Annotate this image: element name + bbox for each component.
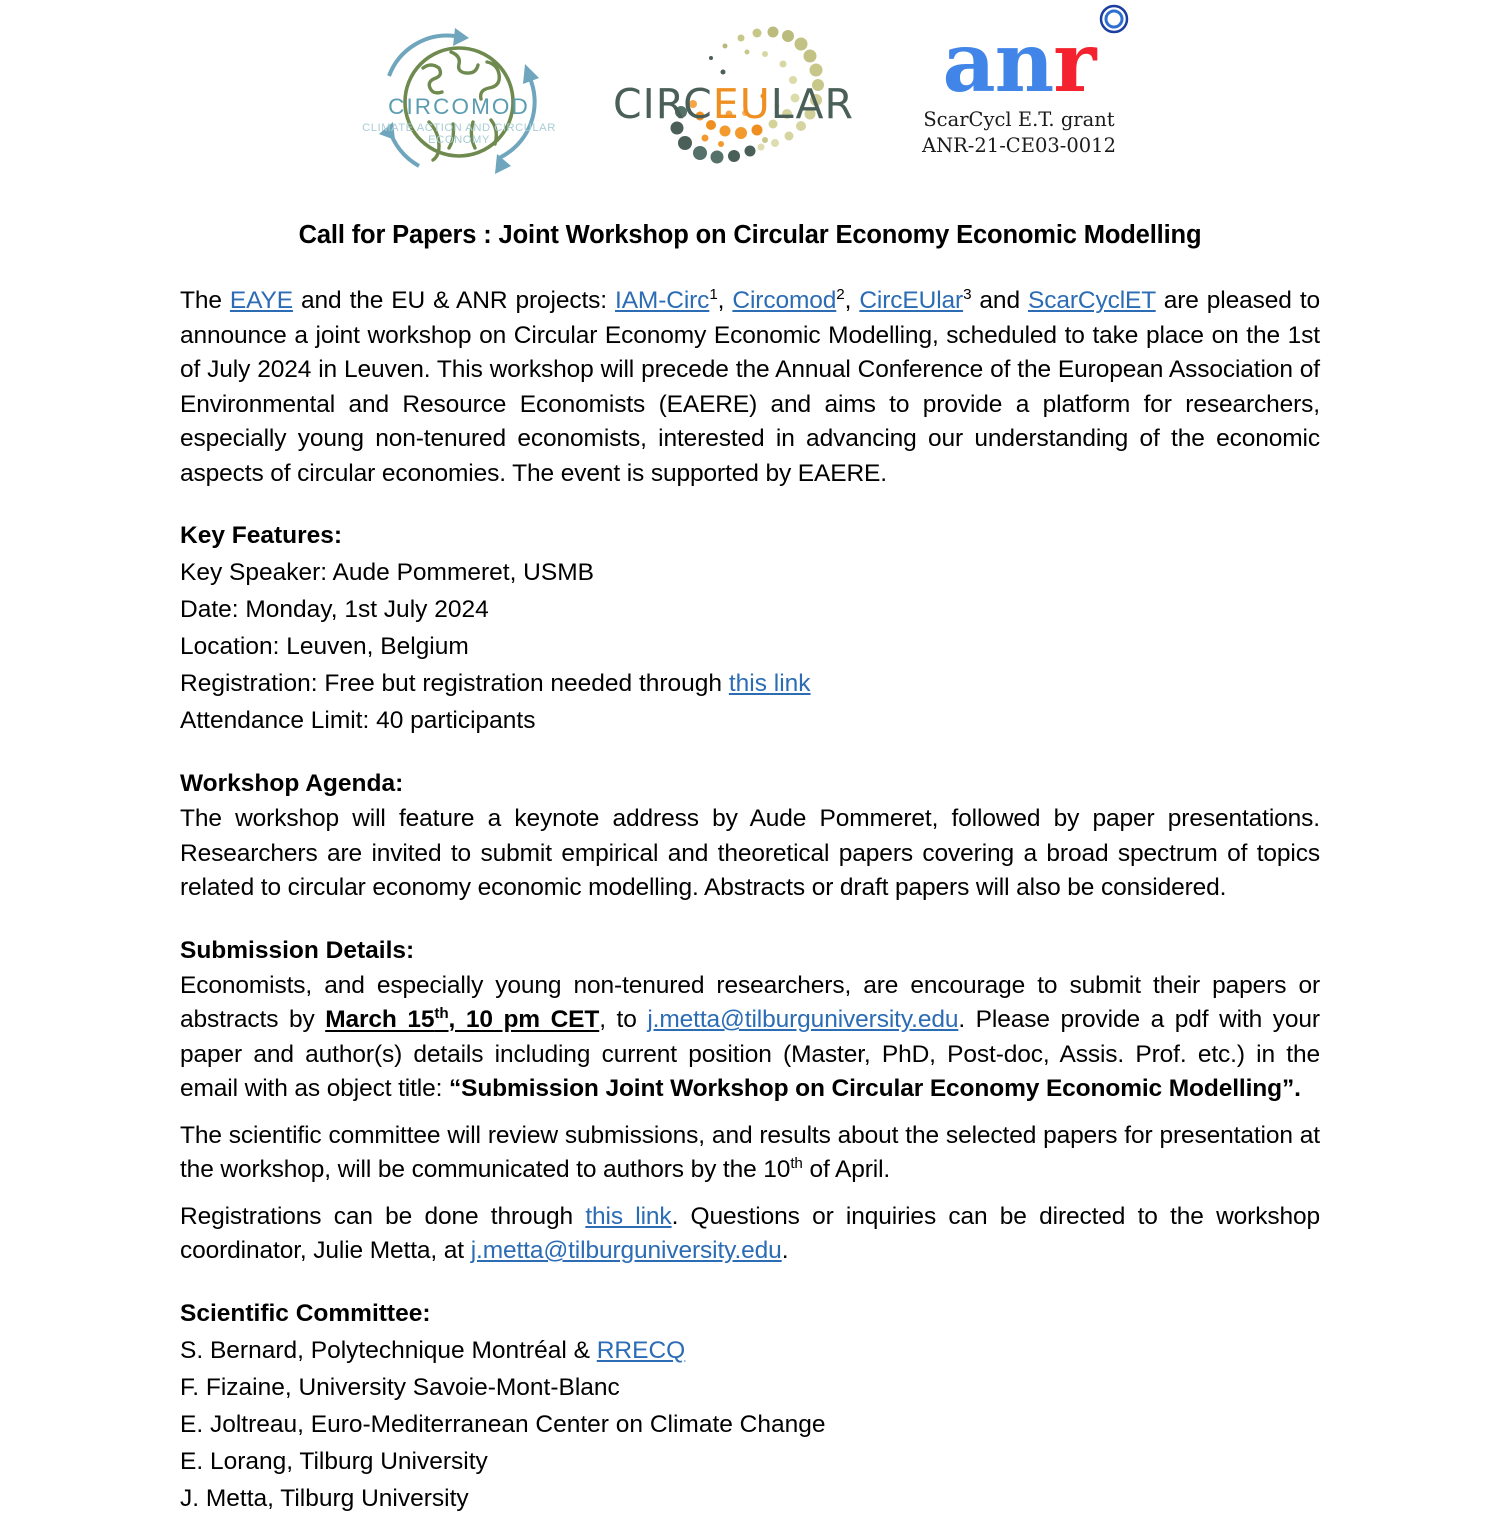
committee-member-2: F. Fizaine, University Savoie-Mont-Blanc [180,1373,620,1401]
committee-member-1-name: S. Bernard, Polytechnique Montréal & [180,1336,597,1364]
review-ordinal: th [790,1154,803,1172]
review-seg-1: The scientific committee will review submissions, and results about the selected papers for presentation at the workshop, will be communicated to authors by the 10 [180,1121,1320,1183]
footnote-ref-1: 1 [709,285,718,303]
key-feature-location: Location: Leuven, Belgium [180,633,469,660]
registration-paragraph [180,1200,1320,1269]
intro-seg-5: and [971,287,1028,314]
intro-seg-1: The [180,287,230,314]
link-coordinator-email[interactable]: j.metta@tilburguniversity.edu [470,1237,782,1264]
key-feature-date: Date: Monday, 1st July 2024 [180,596,489,623]
anr-wordmark [942,15,1096,111]
heading-key-features: Key Features: [180,522,343,549]
workshop-agenda-paragraph: The workshop will feature a keynote address by Aude Pommeret, followed by paper presentations. Researchers are invited to submit empirical and theoretical papers covering a broad spectrum of topics related to circular economy economic modelling. Abstracts or draft papers will also be considered. [180,805,1320,901]
anr-target-icon [1099,4,1129,34]
spacer [180,1269,1320,1295]
intro-seg-6: are pleased to announce a joint workshop on Circular Economy Economic Modelling, scheduled to take place on the 1st of July 2024 in Leuven. This workshop will precede the Annual Conference of the European Association of Environmental and Resource Economists (EAERE) and aims to provide a platform for researchers, especially young non-tenured economists, interested in advancing our understanding of the economic aspects of circular economies. The event is supported by EAERE. [180,287,1321,487]
deadline-time: , 10 pm CET [448,1006,600,1033]
registration-prefix: Registration: Free but registration needed through [180,670,729,697]
heading-submission-details: Submission Details: [180,936,415,964]
circomod-wordmark: CIRCOMOD [388,94,530,119]
link-iam-circ[interactable]: IAM-Circ [615,287,710,314]
logo-band [180,0,1320,200]
document-content [180,218,1320,1517]
anr-word-r: r [1053,15,1096,111]
submission-seg-3: . Please provide a pdf with your paper and author(s) details including current position (Master, PhD, Post-doc, Assis. Prof. etc.) in the email with as object title: [180,1006,1320,1102]
intro-seg-3: , [717,287,733,314]
anr-grant-line-1: ScarCycl E.T. grant [923,108,1115,131]
circomod-tagline: CLIMATE ACTION AND CIRCULAR ECONOMY [362,122,556,146]
intro-seg-4: , [844,287,860,314]
review-paragraph [180,1119,1320,1188]
link-circeular[interactable]: CircEUlar [859,287,964,314]
footnote-ref-2: 2 [836,285,845,303]
circeular-part-lar: LAR [770,80,855,128]
committee-member-5: J. Metta, Tilburg University [180,1484,469,1512]
committee-member-3: E. Joltreau, Euro-Mediterranean Center on Climate Change [180,1410,826,1438]
link-circomod[interactable]: Circomod [732,287,837,314]
registration-para-seg-3: . [781,1237,789,1264]
spacer [180,1107,1320,1119]
deadline-date: March 15 [325,1006,435,1033]
submission-seg-1: Economists, and especially young non-tenured researchers, are encourage to submit their papers or abstracts by [180,971,1320,1033]
registration-para-seg-2: . Questions or inquiries can be directed to the workshop coordinator, Julie Metta, at [180,1202,1320,1264]
link-scarcyclet[interactable]: ScarCyclET [1027,287,1156,314]
submission-deadline [325,1006,599,1033]
link-registrations-this-link[interactable]: this link [585,1202,672,1230]
spacer [180,491,1320,517]
spacer [180,906,1320,932]
submission-object-title: “Submission Joint Workshop on Circular Economy Economic Modelling”. [448,1075,1301,1102]
spacer [180,739,1320,765]
anr-logo [885,15,1153,186]
spacer [180,252,1320,284]
circeular-part-circ: CIRC [613,80,713,128]
intro-paragraph [180,284,1320,491]
submission-seg-2: , to [599,1006,648,1033]
heading-scientific-committee: Scientific Committee: [180,1299,431,1327]
review-seg-2: of April. [802,1156,891,1183]
anr-grant-line-2: ANR-21-CE03-0012 [921,134,1116,157]
link-submission-email[interactable]: j.metta@tilburguniversity.edu [647,1006,959,1033]
key-feature-speaker: Key Speaker: Aude Pommeret, USMB [180,559,594,586]
circeular-wordmark [613,80,854,128]
committee-member-1 [180,1332,1320,1369]
footnote-ref-3: 3 [963,285,972,303]
registration-para-seg-1: Registrations can be done through [180,1202,586,1230]
spacer [180,1188,1320,1200]
submission-details-paragraph [180,969,1320,1107]
circomod-logo [347,18,571,186]
deadline-ordinal: th [434,1004,449,1022]
committee-member-4: E. Lorang, Tilburg University [180,1447,488,1475]
intro-seg-2: and the EU & ANR projects: [292,287,616,314]
link-rrecq[interactable]: RRECQ [596,1336,686,1364]
circeular-part-eu: EU [712,80,771,128]
link-registration-this-link[interactable]: this link [728,670,811,697]
key-feature-registration [180,665,1320,702]
circeular-logo [605,18,855,186]
page-title: Call for Papers : Joint Workshop on Circular Economy Economic Modelling [298,221,1202,249]
heading-workshop-agenda: Workshop Agenda: [180,770,404,797]
link-eaye[interactable]: EAYE [229,287,293,314]
key-feature-attendance: Attendance Limit: 40 participants [180,707,536,734]
anr-word-an: an [942,15,1054,111]
